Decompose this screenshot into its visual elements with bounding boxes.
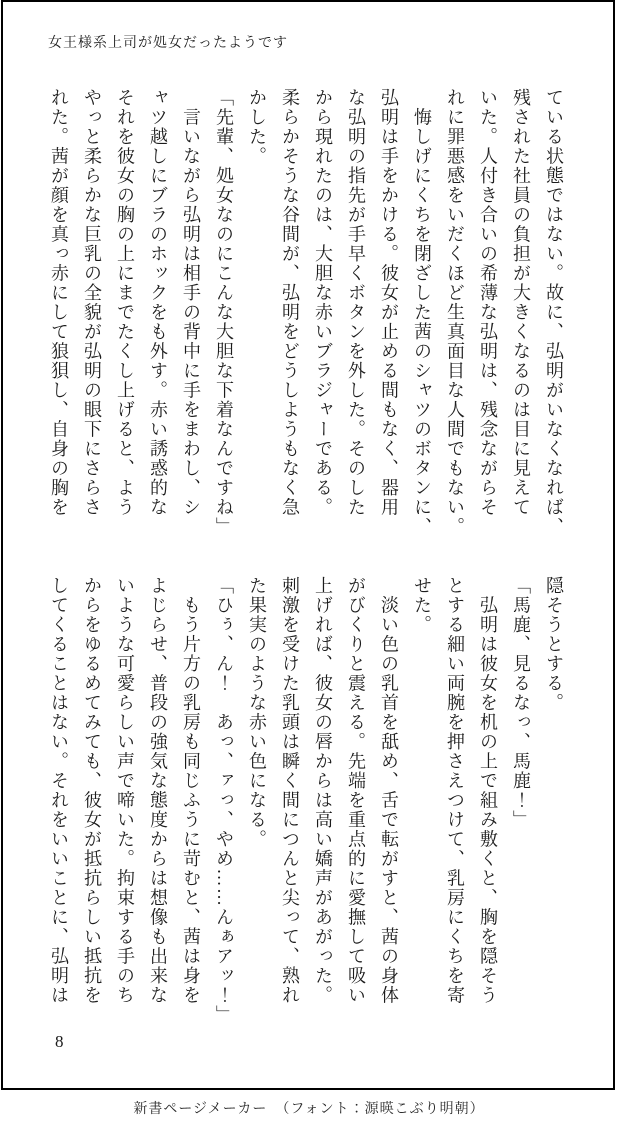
text-line: 「馬鹿、見るなっ、馬鹿！」 — [511, 576, 531, 830]
text-line: それを彼女の胸の上にまでたくし上げると、よう — [115, 88, 135, 517]
text-line: 上げれば、彼女の唇からは高い嬌声があがった。 — [313, 576, 333, 1005]
text-line: せた。 — [412, 576, 432, 635]
text-line: ている状態ではない。故に、弘明がいなくなれば、 — [544, 88, 564, 537]
text-line: 淡い色の乳首を舐め、舌で転がすと、茜の身体 — [379, 576, 399, 1005]
text-line: してくることはない。それをいいことに、弘明は — [49, 576, 69, 1005]
text-line: 弘明は手をかける。彼女が止める間もなく、器用 — [379, 88, 399, 517]
text-line: 言いながら弘明は相手の背中に手をまわし、シ — [181, 88, 201, 517]
text-line: 刺激を受けた乳頭は瞬く間につんと尖って、熟れ — [280, 576, 300, 1005]
text-line: れた。茜が顔を真っ赤にして狼狽し、自身の胸を — [49, 88, 69, 517]
text-line: な弘明の指先が手早くボタンを外した。そのした — [346, 88, 366, 517]
footer-credit: 新書ページメーカー （フォント：源暎こぶり明朝） — [133, 1102, 485, 1117]
text-line: た果実のような赤い色になる。 — [247, 576, 267, 849]
text-line: 残された社員の負担が大きくなるのは目に見えて — [511, 88, 531, 517]
text-line: れに罪悪感をいだくほど生真面目な人間でもない。 — [445, 88, 465, 537]
text-line: 弘明は彼女を机の上で組み敷くと、胸を隠そう — [478, 576, 498, 1005]
text-line: かした。 — [247, 88, 267, 166]
text-line: からをゆるめてみても、彼女が抵抗らしい抵抗を — [82, 576, 102, 1005]
text-line: ャツ越しにブラのホックをも外す。赤い誘惑的な — [148, 88, 168, 517]
running-header-title: 女王様系上司が処女だったようです — [48, 36, 288, 51]
text-line: 柔らかそうな谷間が、弘明をどうしようもなく急 — [280, 88, 300, 517]
text-line: がびくりと震える。先端を重点的に愛撫して吸い — [346, 576, 366, 1005]
text-line: 「先輩、処女なのにこんな大胆な下着なんですね」 — [214, 88, 234, 537]
text-line: 隠そうとする。 — [544, 576, 564, 713]
text-line: 「ひぅ、ん！ あっ、ァっ、やめ……んぁアッ！」 — [214, 576, 234, 1025]
text-block-bottom — [40, 576, 570, 1042]
text-line: やっと柔らかな巨乳の全貌が弘明の眼下にさらさ — [82, 88, 102, 517]
text-line: とする細い両腕を押さえつけて、乳房にくちを寄 — [445, 576, 465, 1005]
text-block-top — [40, 88, 570, 554]
text-line: よじらせ、普段の強気な態度からは想像も出来な — [148, 576, 168, 1005]
text-line: もう片方の乳房も同じふうに苛むと、茜は身を — [181, 576, 201, 1005]
text-line: いた。人付き合いの希薄な弘明は、残念ながらそ — [478, 88, 498, 517]
book-page — [1, 0, 615, 1090]
text-line: いような可愛らしい声で啼いた。拘束する手のち — [115, 576, 135, 1005]
page-number: 8 — [55, 1032, 64, 1051]
text-line: 悔しげにくちを閉ざした茜のシャツのボタンに、 — [412, 88, 432, 537]
text-line: から現れたのは、大胆な赤いブラジャーである。 — [313, 88, 333, 517]
